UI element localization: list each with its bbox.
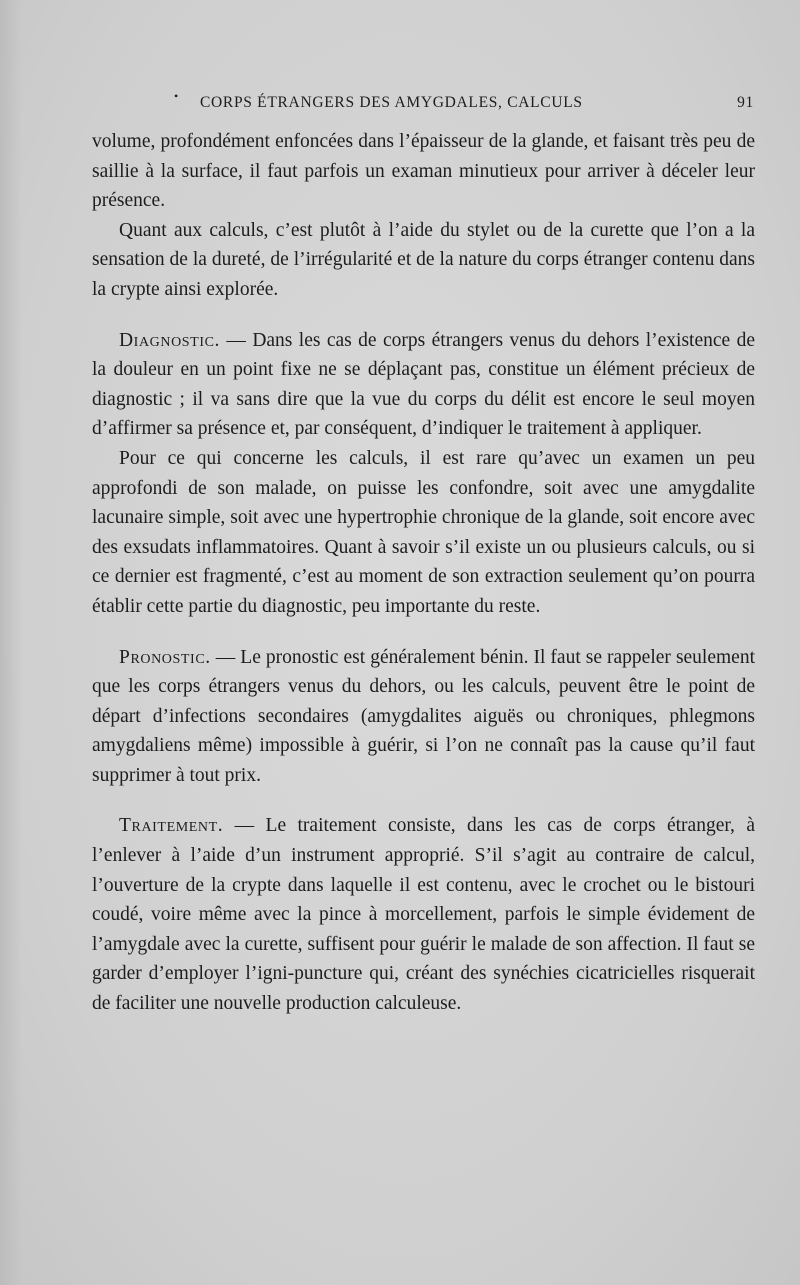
page-number: 91	[737, 94, 754, 111]
running-head	[94, 89, 754, 116]
paragraph-text: Pour ce qui concerne les calculs, il est rare qu’avec un examen un peu approfondi de son malade, on puisse les confondre, soit avec une amygdalite lacunaire simple, soit avec une hypertrophie chronique de la glande, soit encore avec des exsudats inflammatoires. Quant à savoir s’il existe un ou plusieurs calculs, ou si ce dernier est fragmenté, c’est au moment de son extraction seulement qu’on pourra établir cette partie du diagnostic, peu importante du reste.	[92, 447, 755, 617]
paragraph-text: — Le traitement consiste, dans les cas de corps étranger, à l’enlever à l’aide d’un instrument approprié. S’il s’agit au contraire de calcul, l’ouverture de la crypte dans laquelle il est contenu, avec le crochet ou le bistouri coudé, voire même avec la pince à morcellement, parfois le simple évidement de l’amygdale avec la curette, suffisent pour guérir le malade de son affection. Il faut se garder d’employer l’igni-puncture qui, créant des synéchies cicatricielles risquerait de faciliter une nouvelle production calculeuse.	[92, 815, 755, 1015]
paragraph-calculs-exploration	[92, 216, 755, 305]
paragraph-text: — Dans les cas de corps étrangers venus du dehors l’existence de la douleur en un point fixe ne se déplaçant pas, constitue un élément précieux de diagnostic ; il va sans dire que la vue du corps du délit est encore le seul moyen d’affirmer sa présence et, par conséquent, d’indiquer le traitement à appliquer.	[92, 329, 755, 440]
section-heading-pronostic: Pronostic.	[119, 646, 211, 668]
paragraph-diagnostic-calculs	[92, 444, 755, 622]
paragraph-continuation	[92, 127, 755, 216]
body-text	[92, 127, 755, 1019]
paragraph-text: — Le pronostic est généralement bénin. Il faut se rappeler seulement que les corps étrangers venus du dehors, ou les calculs, peuvent être le point de départ d’infections secondaires (amygdalites aiguës ou chroniques, phlegmons amygdaliens même) impossible à guérir, si l’on ne connaît pas la cause qu’il faut supprimer à tout prix.	[92, 646, 755, 786]
paragraph-diagnostic	[92, 326, 755, 444]
paragraph-text: volume, profondément enfoncées dans l’épaisseur de la glande, et faisant très peu de saillie à la surface, il faut parfois un examan minutieux pour arriver à déceler leur présence.	[92, 131, 755, 212]
paragraph-pronostic	[92, 643, 755, 791]
section-heading-diagnostic: Diagnostic.	[119, 329, 220, 351]
paragraph-text: Quant aux calculs, c’est plutôt à l’aide du stylet ou de la curette que l’on a la sensation de la dureté, de l’irrégularité et de la nature du corps étranger contenu dans la crypte ainsi explorée.	[92, 219, 755, 300]
paragraph-traitement	[92, 811, 755, 1018]
section-heading-traitement: Traitement.	[119, 815, 224, 837]
binding-shadow	[0, 0, 22, 1285]
printer-mark: •	[174, 89, 179, 103]
chapter-title: CORPS ÉTRANGERS DES AMYGDALES, CALCULS	[200, 94, 583, 111]
